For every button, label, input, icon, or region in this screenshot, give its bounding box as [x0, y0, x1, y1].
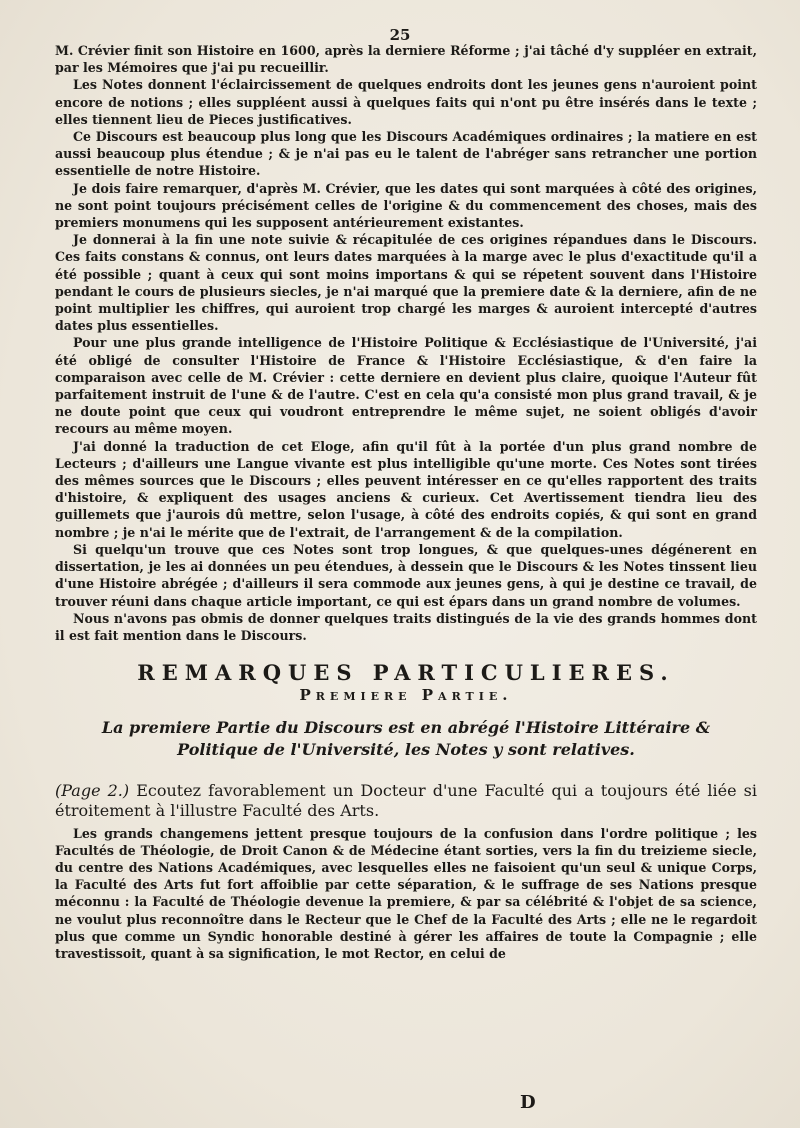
part-intro: La premiere Partie du Discours est en abrégé l'Histoire Littéraire & Politique de l'Université, les Notes y sont relatives.	[101, 717, 711, 759]
signature-mark: D	[520, 1092, 536, 1113]
page-body	[55, 42, 757, 962]
lemma	[55, 781, 757, 821]
paragraph: Les Notes donnent l'éclaircissement de quelques endroits dont les jeunes gens n'auroient point encore de notions ; elles suppléent aussi à quelques faits qui n'ont pu être insérés dans le texte ; elles tiennent lieu de Pieces justificatives.	[55, 77, 757, 127]
paragraph: Ce Discours est beaucoup plus long que les Discours Académiques ordinaires ; la matiere en est aussi beaucoup plus étendue ; & je n'ai pas eu le talent de l'abréger sans retrancher une portion essentielle de notre Histoire.	[55, 129, 757, 179]
paragraph: Si quelqu'un trouve que ces Notes sont trop longues, & que quelques-unes dégénerent en dissertation, je les ai données un peu étendues, à dessein que le Discours & les Notes tinssent lieu d'une Histoire abrégée ; d'ailleurs il sera commode aux jeunes gens, à qui je destine ce travail, de trouver réuni dans chaque article important, ce qui est épars dans un grand nombre de volumes.	[55, 541, 757, 609]
lemma-text: Ecoutez favorablement un Docteur d'une Faculté qui a toujours été liée si étroitement à l'illustre Faculté des Arts.	[55, 780, 758, 820]
section-title: REMARQUES PARTICULIERES.	[137, 660, 675, 686]
paragraph: Pour une plus grande intelligence de l'Histoire Politique & Ecclésiastique de l'Université, j'ai été obligé de consulter l'Histoire de France & l'Histoire Ecclésiastique, & d'en faire la comparaison avec celle de M. Crévier : cette derniere en devient plus claire, quoique l'Auteur fût parfaitement instruit de l'une & de l'autre. C'est en cela qu'a consisté mon plus grand travail, & je ne doute point que ceux qui voudront entreprendre le même sujet, ne soient obligés d'avoir recours au même moyen.	[55, 335, 757, 437]
page-number: 25	[389, 26, 411, 44]
paragraph: M. Crévier finit son Histoire en 1600, après la derniere Réforme ; j'ai tâché d'y suppléer en extrait, par les Mémoires que j'ai pu recueillir.	[55, 43, 757, 76]
part-title: Premiere Partie.	[299, 686, 513, 705]
paragraph: J'ai donné la traduction de cet Eloge, afin qu'il fût à la portée d'un plus grand nombre de Lecteurs ; d'ailleurs une Langue vivante est plus intelligible qu'une morte. Ces Notes sont tirées des mêmes sources que le Discours ; elles peuvent intéresser en ce qu'elles rapportent des traits d'histoire, & expliquent des usages anciens & curieux. Cet Avertissement tiendra lieu des guillemets que j'aurois dû mettre, selon l'usage, à côté des endroits copiés, & qui sont en grand nombre ; je n'ai le mérite que de l'extrait, de l'arrangement & de la compilation.	[55, 438, 757, 540]
page-reference: (Page 2.)	[55, 780, 130, 800]
paragraph: Je dois faire remarquer, d'après M. Crévier, que les dates qui sont marquées à côté des origines, ne sont point toujours précisément celles de l'origine & du commencement des choses, mais des premiers monumens qui les supposent antérieurement existantes.	[55, 180, 757, 231]
paragraph: Je donnerai à la fin une note suivie & récapitulée de ces origines répandues dans le Discours. Ces faits constans & connus, ont leurs dates marquées à la marge avec le plus d'exactitude qu'il a été possible ; quant à ceux qui sont moins importans & qui se répetent souvent dans l'Histoire pendant le cours de plusieurs siecles, je n'ai marqué que la premiere date & la derniere, afin de ne point multiplier les chiffres, qui auroient trop chargé les marges & auroient intercepté d'autres dates plus essentielles.	[55, 232, 757, 334]
paragraph: Nous n'avons pas obmis de donner quelques traits distingués de la vie des grands hommes dont il est fait mention dans le Discours.	[55, 610, 757, 643]
paragraph: Les grands changemens jettent presque toujours de la confusion dans l'ordre politique ; les Facultés de Théologie, de Droit Canon & de Médecine étant sorties, vers la fin du treizieme siecle, du centre des Nations Académiques, avec lesquelles elles ne faisoient qu'un seul & unique Corps, la Faculté des Arts fut fort affoiblie par cette séparation, & le suffrage de ses Nations presque méconnu : la Faculté de Théologie devenue la premiere, & par sa célébrité & l'objet de sa science, ne voulut plus reconnoître dans le Recteur que le Chef de la Faculté des Arts ; elle ne le regardoit plus que comme un Syndic honorable destiné à gérer les affaires de toute la Compagnie ; elle travestissoit, quant à sa signification, le mot Rector, en celui de	[55, 825, 757, 961]
